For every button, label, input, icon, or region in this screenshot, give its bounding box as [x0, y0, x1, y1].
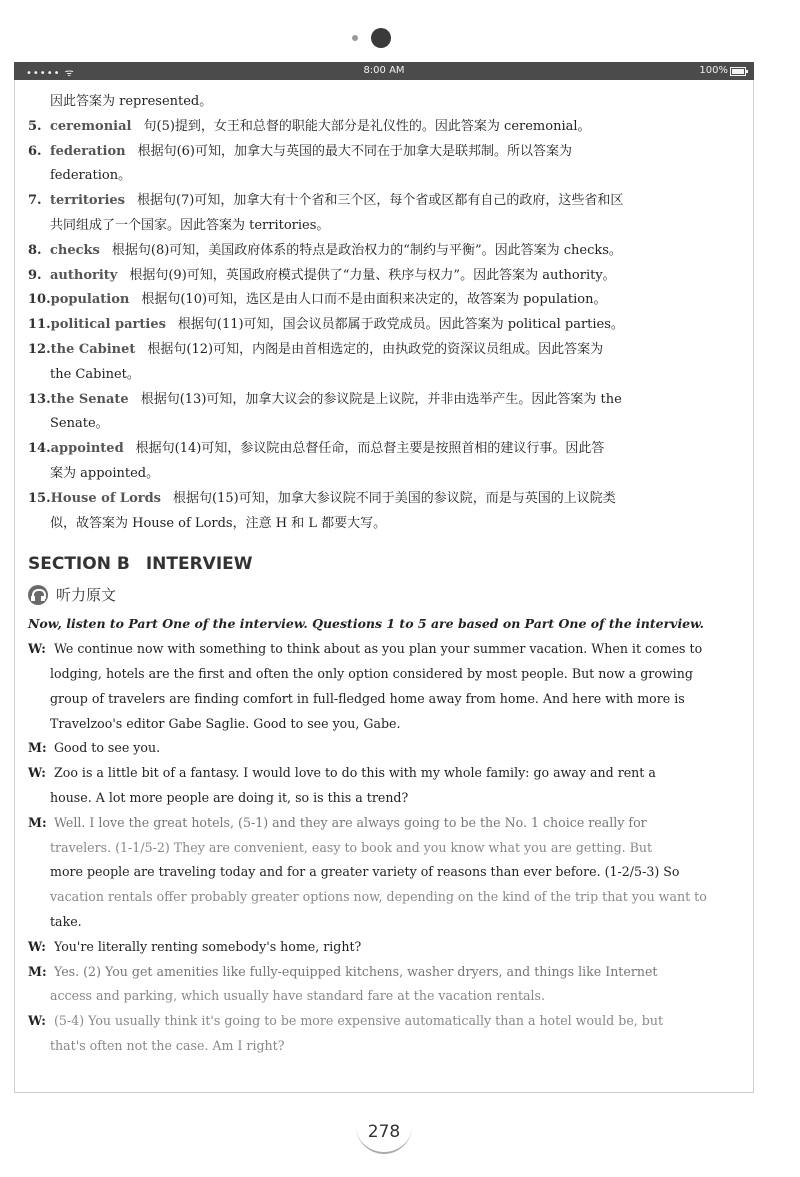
answer-keyword: population [50, 292, 130, 308]
answer-text: the Cabinet。 [50, 366, 140, 382]
answer-item [28, 239, 740, 264]
utterance-text: that's often not the case. Am I right? [50, 1037, 285, 1053]
answer-number: 11. [28, 317, 51, 333]
answer-keyword: appointed [50, 441, 124, 457]
answer-keyword: ceremonial [50, 118, 132, 134]
part-intro: Now, listen to Part One of the interview. Questions 1 to 5 are based on Part One of the interview. [28, 616, 704, 632]
answer-item [28, 487, 740, 537]
speaker-label: W: [28, 765, 46, 781]
answer-number: 12. [28, 341, 51, 357]
answer-item [28, 140, 740, 190]
answer-text: 根据句(6)可知，加拿大与英国的最大不同在于加拿大是联邦制。所以答案为 [137, 143, 572, 159]
answer-number: 13. [28, 391, 51, 407]
utterance-text: house. A lot more people are doing it, so is this a trend? [50, 789, 409, 805]
answer-keyword: House of Lords [50, 490, 162, 506]
utterance-text: Travelzoo's editor Gabe Saglie. Good to see you, Gabe. [50, 715, 401, 731]
dialogue-turn [28, 811, 740, 935]
answer-item [28, 264, 740, 289]
answer-item [28, 115, 740, 140]
answer-number: 7. [28, 193, 42, 209]
section-title: SECTION B INTERVIEW [28, 554, 253, 575]
utterance-text: Good to see you. [54, 740, 161, 756]
camera-icon [371, 28, 391, 48]
answer-keyword: the Cabinet [50, 341, 136, 357]
signal-icon: ••••• ᯤ [26, 68, 75, 79]
answer-item [28, 338, 740, 388]
utterance-text: (5-4) You usually think it's going to be more expensive automatically than a hotel would be, but [54, 1013, 664, 1029]
utterance-text: take. [50, 913, 82, 929]
answer-item [28, 388, 740, 438]
speaker-label: M: [28, 963, 47, 979]
dialogue-turn [28, 1009, 740, 1059]
answer-text: federation。 [50, 168, 132, 184]
answer-keyword: territories [50, 193, 125, 209]
dialogue-turn [28, 761, 740, 811]
utterance-text: Zoo is a little bit of a fantasy. I would love to do this with my whole family: go away and rent a [54, 765, 656, 781]
answer-keyword: federation [50, 143, 126, 159]
transcript-heading [28, 578, 740, 612]
utterance-text: access and parking, which usually have standard fare at the vacation rentals. [50, 988, 546, 1004]
status-time: 8:00 AM [363, 65, 405, 76]
answer-text: 根据句(11)可知，国会议员都属于政党成员。因此答案为 political parties。 [177, 317, 624, 333]
battery-level: 100% [699, 65, 728, 76]
page-content [28, 90, 740, 1059]
answer-item [28, 189, 740, 239]
answer-text: 根据句(13)可知，加拿大议会的参议院是上议院，并非由选举产生。因此答案为 the [140, 391, 622, 407]
answer-keyword: authority [50, 267, 118, 283]
answer-text: 共同组成了一个国家。因此答案为 territories。 [50, 217, 330, 233]
answer-text: 根据句(10)可知，选区是由人口而不是由面积来决定的，故答案为 population。 [141, 292, 607, 308]
answer-text: 根据句(12)可知，内阁是由首相选定的，由执政党的资深议员组成。因此答案为 [147, 341, 604, 357]
answer-text: 根据句(14)可知，参议院由总督任命，而总督主要是按照首相的建议行事。因此答 [135, 441, 605, 457]
answer-number: 5. [28, 118, 42, 134]
utterance-text: group of travelers are finding comfort in full-fledged home away from home. And here with more is [50, 690, 685, 706]
utterance-text: more people are traveling today and for a greater variety of reasons than ever before. (1-2/5-3) So [50, 864, 680, 880]
status-bar [14, 62, 754, 80]
answer-number: 8. [28, 242, 42, 258]
battery-icon [730, 67, 746, 76]
utterance-text: Well. I love the great hotels, (5-1) and they are always going to be the No. 1 choice really for [54, 814, 647, 830]
speaker-label: W: [28, 1013, 46, 1029]
answer-text: 似，故答案为 House of Lords，注意 H 和 L 都要大写。 [50, 515, 387, 531]
answer-continuation: 因此答案为 represented。 [50, 94, 213, 109]
answer-number: 15. [28, 490, 51, 506]
headphone-icon [28, 585, 48, 605]
answer-text: 根据句(7)可知，加拿大有十个省和三个区，每个省或区都有自己的政府，这些省和区 [136, 193, 624, 209]
answer-number: 10. [28, 292, 51, 308]
answer-keyword: the Senate [50, 391, 129, 407]
answer-item [28, 288, 740, 313]
dialogue-turn [28, 736, 740, 761]
utterance-text: vacation rentals offer probably greater options now, depending on the kind of the trip that you want to [50, 889, 707, 905]
utterance-text: You're literally renting somebody's home, right? [54, 938, 362, 954]
page-number: 278 [356, 1112, 412, 1154]
utterance-text: Yes. (2) You get amenities like fully-equipped kitchens, washer dryers, and things like Internet [54, 963, 658, 979]
answer-keyword: checks [50, 242, 100, 258]
speaker-label: W: [28, 641, 46, 657]
answer-text: 根据句(15)可知，加拿大参议院不同于美国的参议院，而是与英国的上议院类 [173, 490, 616, 506]
utterance-text: travelers. (1-1/5-2) They are convenient, easy to book and you know what you are getting. But [50, 839, 653, 855]
answer-number: 14. [28, 441, 51, 457]
answer-text: Senate。 [50, 416, 109, 432]
utterance-text: lodging, hotels are the first and often the only option considered by most people. But now a growing [50, 665, 693, 681]
answer-item [28, 313, 740, 338]
answer-text: 句(5)提到，女王和总督的职能大部分是礼仪性的。因此答案为 ceremonial。 [143, 118, 591, 134]
dialogue-turn [28, 960, 740, 1010]
answer-keyword: political parties [50, 317, 166, 333]
speaker-label: W: [28, 938, 46, 954]
utterance-text: We continue now with something to think about as you plan your summer vacation. When it comes to [54, 641, 703, 657]
answer-text: 案为 appointed。 [50, 465, 160, 481]
answer-number: 9. [28, 267, 42, 283]
answer-item [28, 437, 740, 487]
sensor-dot [352, 35, 358, 41]
answer-text: 根据句(8)可知，美国政府体系的特点是政治权力的“制约与平衡”。因此答案为 checks。 [111, 242, 622, 258]
answer-number: 6. [28, 143, 42, 159]
transcript-heading-label: 听力原文 [56, 586, 117, 605]
dialogue-turn [28, 637, 740, 736]
speaker-label: M: [28, 740, 47, 756]
dialogue-turn [28, 935, 740, 960]
dialogue [28, 637, 740, 1059]
answer-text: 根据句(9)可知，英国政府模式提供了“力量、秩序与权力”。因此答案为 authority。 [129, 267, 616, 283]
speaker-label: M: [28, 814, 47, 830]
